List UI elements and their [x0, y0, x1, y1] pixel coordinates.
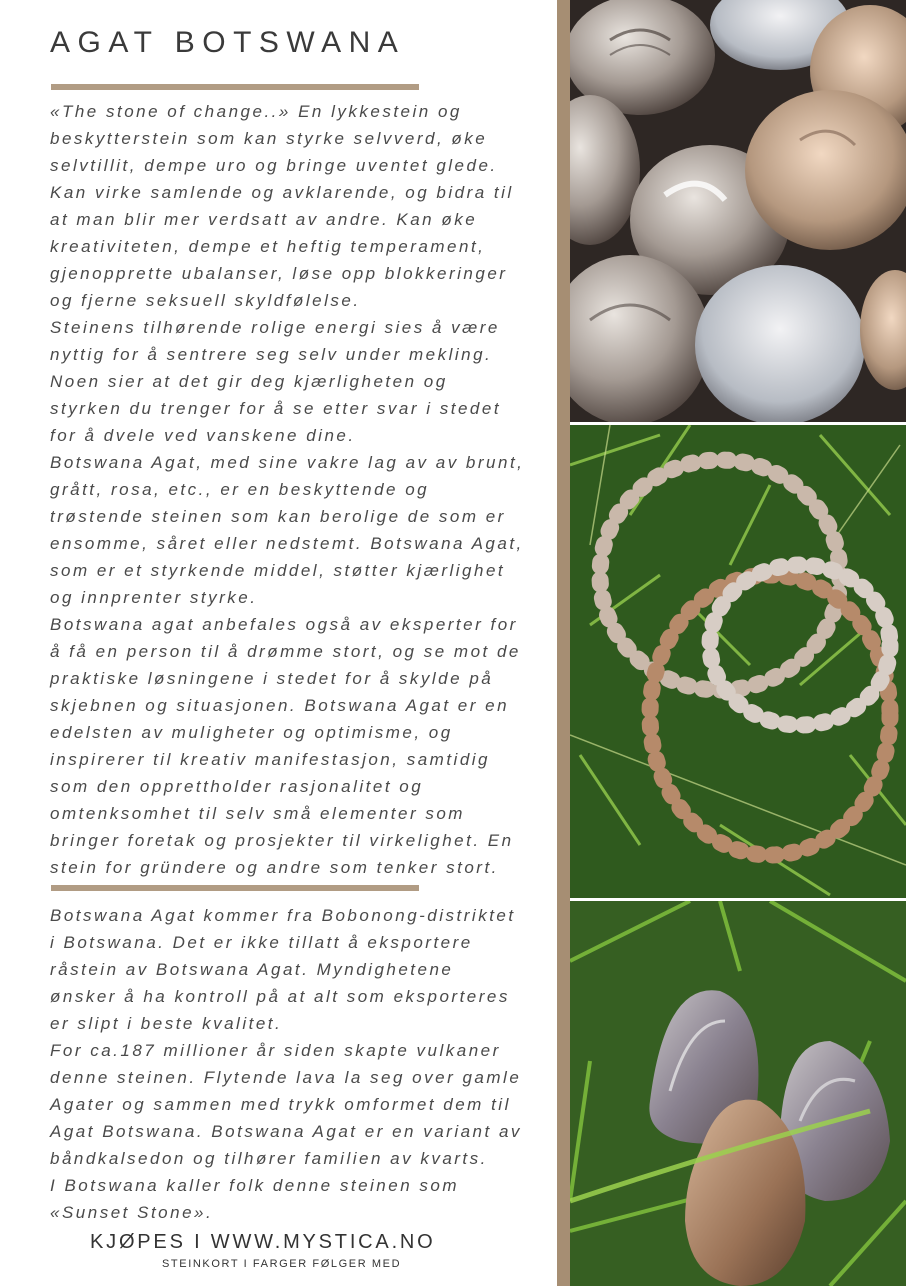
origin-line: båndkalsedon og tilhører familien av kvarts.: [50, 1149, 488, 1168]
description-line: beskytterstein som kan styrke selvverd, øke: [50, 129, 488, 148]
description-line: at man blir mer verdsatt av andre. Kan øke: [50, 210, 478, 229]
description-line: som er et styrkende middel, støtter kjærlighet: [50, 561, 506, 580]
description-line: gjenopprette ubalanser, løse opp blokkeringer: [50, 264, 508, 283]
origin-line: er slipt i beste kvalitet.: [50, 1014, 283, 1033]
description-line: Botswana agat anbefales også av eksperter for: [50, 615, 518, 634]
description-line: inspirerer til kreativ manifestasjon, samtidig: [50, 750, 491, 769]
title-underline: [51, 84, 419, 90]
description-line: trøstende steinen som kan berolige de som er: [50, 507, 506, 526]
photo-bead-bracelets: [570, 425, 906, 898]
origin-line: ønsker å ha kontroll på at alt som eksporteres: [50, 987, 510, 1006]
card-note: STEINKORT I FARGER FØLGER MED: [162, 1258, 402, 1270]
photo-polished-stones: [570, 901, 906, 1286]
description-line: bringer foretak og prosjekter til virkelighet. En: [50, 831, 514, 850]
description-line: å få en person til å drømme stort, og se mot de: [50, 642, 521, 661]
section-divider: [51, 885, 419, 891]
origin-line: For ca.187 millioner år siden skapte vulkaner: [50, 1041, 501, 1060]
description-line: praktiske løsningene i stedet for å skylde på: [50, 669, 494, 688]
origin-line: Botswana Agat kommer fra Bobonong-distriktet: [50, 906, 516, 925]
description-line: som den opprettholder rasjonalitet og: [50, 777, 424, 796]
origin-line: I Botswana kaller folk denne steinen som: [50, 1176, 460, 1195]
description-line: styrken du trenger for å se etter svar i stedet: [50, 399, 502, 418]
shop-link[interactable]: KJØPES I WWW.MYSTICA.NO: [90, 1231, 436, 1253]
description-line: Steinens tilhørende rolige energi sies å være: [50, 318, 500, 337]
origin-line: råstein av Botswana Agat. Myndighetene: [50, 960, 454, 979]
description-line: kreativiteten, dempe et heftig temperament,: [50, 237, 486, 256]
description-line: edelsten av muligheter og optimisme, og: [50, 723, 453, 742]
description-line: ensomme, såret eller nedstemt. Botswana Agat,: [50, 534, 524, 553]
description-line: selvtillit, dempe uro og bringe uventet glede.: [50, 156, 498, 175]
description-line: og innprenter styrke.: [50, 588, 258, 607]
description-line: Botswana Agat, med sine vakre lag av av brunt,: [50, 453, 525, 472]
origin-line: Agat Botswana. Botswana Agat er en variant av: [50, 1122, 522, 1141]
description-line: og fjerne seksuell skyldfølelse.: [50, 291, 361, 310]
description-line: grått, rosa, etc., er en beskyttende og: [50, 480, 430, 499]
description-line: Kan virke samlende og avklarende, og bidra til: [50, 183, 514, 202]
description-line: «The stone of change..» En lykkestein og: [50, 102, 462, 121]
description-line: for å dvele ved vanskene dine.: [50, 426, 356, 445]
description-line: Noen sier at det gir deg kjærligheten og: [50, 372, 448, 391]
origin-line: i Botswana. Det er ikke tillatt å eksportere: [50, 933, 473, 952]
origin-line: Agater og sammen med trykk omformet dem til: [50, 1095, 511, 1114]
description-text: [50, 98, 570, 881]
description-line: nyttig for å sentrere seg selv under mekling.: [50, 345, 493, 364]
page-title: AGAT BOTSWANA: [50, 26, 406, 59]
photo-tumbled-stones: [570, 0, 906, 422]
description-line: omtenksomhet til selv små elementer som: [50, 804, 465, 823]
description-line: skjebnen og situasjonen. Botswana Agat er en: [50, 696, 510, 715]
description-line: stein for gründere og andre som tenker stort.: [50, 858, 499, 877]
vertical-divider: [557, 0, 570, 1286]
origin-text: [50, 902, 570, 1226]
origin-line: «Sunset Stone».: [50, 1203, 214, 1222]
origin-line: denne steinen. Flytende lava la seg over gamle: [50, 1068, 522, 1087]
